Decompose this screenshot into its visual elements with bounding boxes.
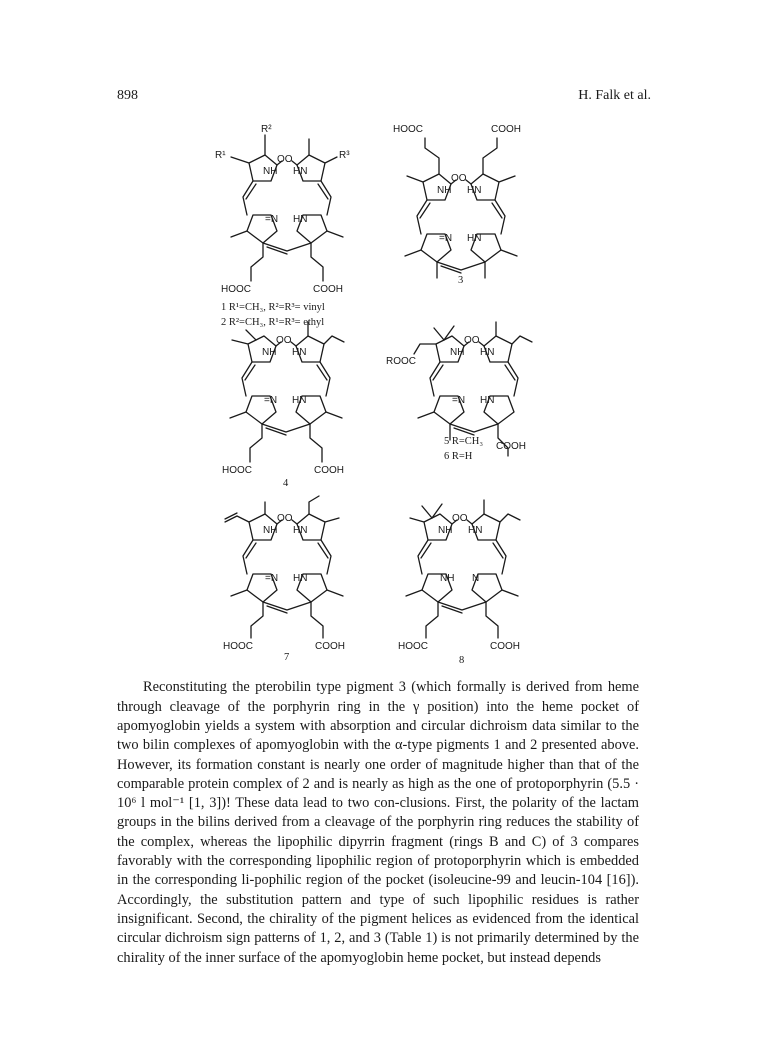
structure-3 — [393, 124, 521, 286]
hooc-label: HOOC — [221, 284, 251, 295]
structure-8 — [398, 500, 520, 666]
caption-line-2: 6 R=H — [444, 451, 473, 462]
caption-number: 4 — [283, 478, 289, 489]
cooh-label: COOH — [315, 641, 345, 652]
nh-label: NH — [263, 525, 278, 536]
nh-lower-label: NH — [440, 573, 455, 584]
caption-number: 8 — [459, 655, 465, 666]
cooh-label: COOH — [490, 641, 520, 652]
lactam-oo-label: OO — [277, 154, 293, 165]
caption-line-1: 1 R¹=CH₃, R²=R³= vinyl — [221, 302, 325, 313]
nh-label: NH — [262, 347, 277, 358]
cooh-label: COOH — [496, 441, 526, 452]
n-label: =N — [452, 395, 466, 406]
hooc-label: HOOC — [398, 641, 428, 652]
n-label: =N — [439, 233, 453, 244]
r3-label: R³ — [339, 150, 350, 161]
r2-label: R² — [261, 124, 272, 135]
structure-7 — [223, 496, 345, 663]
nh-label: NH — [438, 525, 453, 536]
hn-lower-label: HN — [292, 395, 307, 406]
hn-label: HN — [293, 525, 308, 536]
page-number: 898 — [117, 88, 138, 103]
rooc-label: ROOC — [386, 356, 416, 367]
running-head: H. Falk et al. — [578, 88, 651, 103]
nh-label: NH — [263, 166, 278, 177]
hooc-label: HOOC — [393, 124, 423, 135]
caption-number: 3 — [458, 275, 464, 286]
n-lower-label: N — [472, 573, 480, 584]
hooc-label: HOOC — [223, 641, 253, 652]
cooh-label: COOH — [313, 284, 343, 295]
r1-label: R¹ — [215, 150, 226, 161]
caption-line-2: 2 R²=CH₃, R¹=R³= ethyl — [221, 317, 325, 328]
hn-lower-label: HN — [467, 233, 482, 244]
hooc-label: HOOC — [222, 465, 252, 476]
n-label: =N — [265, 214, 279, 225]
hn-label: HN — [467, 185, 482, 196]
caption-line-1: 5 R=CH₃ — [444, 436, 484, 447]
n-label: =N — [265, 573, 279, 584]
n-label: =N — [264, 395, 278, 406]
body-paragraph: Reconstituting the pterobilin type pigment 3 (which formally is derived from heme through cleavage of the porphyrin ring in the γ position) into the heme pocket of apomyoglobin yields a system with absorption and circular dichroism data similar to the two bilin complexes of apomyoglobin with the α-type pigments 1 and 2 presented above. However, its formation constant is nearly one order of magnitude higher than that of the comparable protein complex of 2 and is nearly as high as the one of protoporphyrin (5.5 · 10⁶ l mol⁻¹ [1, 3])! These data lead to two con-clusions. First, the polarity of the lactam groups in the bilins derived from a cleavage of the porphyrin ring reduces the stability of the complex, whereas the lipophilic dipyrrin fragment (rings B and C) of 3 compares favorably with the corresponding lipophilic region of protoporphyrin which is embedded in the corresponding li-pophilic region of the pocket (isoleucine-99 and leucin-104 [16]). Accordingly, the substitution pattern and type of such lipophilic residues is rather insignificant. Second, the chirality of the pigment helices as evidenced from the identical circular dichroism sign patterns of 1, 2, and 3 (Table 1) is not primarily determined by the chirality of the inner surface of the apomyoglobin heme pocket, but instead depends — [117, 679, 639, 966]
lactam-oo-label: OO — [464, 335, 480, 346]
hn-label: HN — [293, 166, 308, 177]
lactam-oo-label: OO — [451, 173, 467, 184]
nh-label: NH — [437, 185, 452, 196]
cooh-label: COOH — [314, 465, 344, 476]
structure-4 — [222, 322, 344, 489]
structure-5-6 — [386, 322, 532, 462]
lactam-oo-label: OO — [276, 335, 292, 346]
hn-label: HN — [292, 347, 307, 358]
hn-lower-label: HN — [293, 573, 308, 584]
lactam-oo-label: OO — [277, 513, 293, 524]
structure-1-2 — [215, 124, 350, 328]
caption-number: 7 — [284, 652, 290, 663]
nh-label: NH — [450, 347, 465, 358]
hn-label: HN — [468, 525, 483, 536]
hn-lower-label: HN — [480, 395, 495, 406]
hn-lower-label: HN — [293, 214, 308, 225]
cooh-label: COOH — [491, 124, 521, 135]
hn-label: HN — [480, 347, 495, 358]
lactam-oo-label: OO — [452, 513, 468, 524]
